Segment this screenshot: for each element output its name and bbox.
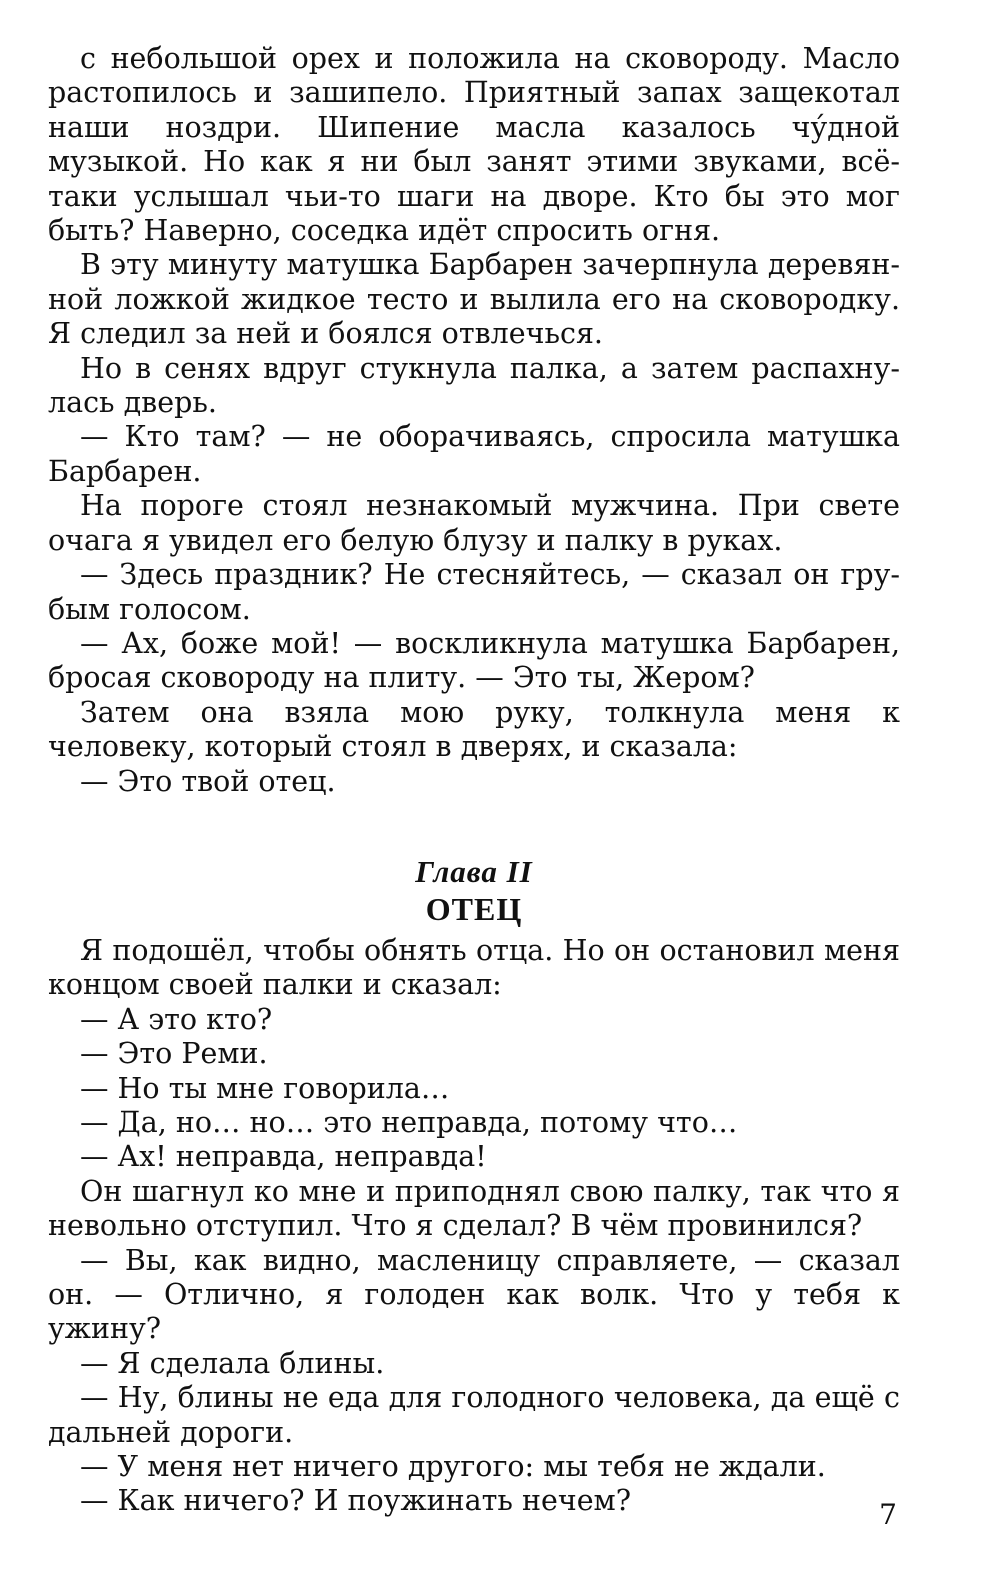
paragraph: Но в сенях вдруг стукнула палка, а затем распахнулась дверь. <box>48 351 900 420</box>
section-before-chapter <box>48 42 900 799</box>
dialogue-line: — Кто там? — не оборачиваясь, спросила матушка Барбарен. <box>48 420 900 488</box>
dialogue-line: — Я сделала блины. <box>80 1346 385 1380</box>
dialogue-line: — Ах! неправда, неправда! <box>80 1140 487 1174</box>
dialogue-line: — Как ничего? И поужинать нечем? <box>80 1484 632 1518</box>
chapter-title: ОТЕЦ <box>425 890 523 927</box>
section-after-chapter <box>48 934 900 1519</box>
paragraph: Он шагнул ко мне и приподнял свою палку, так что я невольно отступил. Что я сделал? В чём провинился? <box>48 1174 900 1243</box>
dialogue-line: — Ну, блины не еда для голодного человека, да ещё с дальней дороги. <box>48 1381 900 1449</box>
dialogue-line: — Это Реми. <box>80 1037 268 1071</box>
page-number: 7 <box>879 1498 897 1531</box>
dialogue-line: — Но ты мне говорила… <box>80 1071 450 1105</box>
dialogue-line: — Да, но… но… это неправда, потому что… <box>80 1105 738 1139</box>
dialogue-line: — А это кто? <box>80 1002 273 1036</box>
dialogue-line: — Вы, как видно, масленицу справляете, — сказал он. — Отлично, я голоден как волк. Что у тебя к ужину? <box>48 1243 900 1346</box>
paragraph: Затем она взяла мою руку, толкнула меня к человеку, который стоял в дверях, и сказала: <box>48 695 900 764</box>
paragraph: На пороге стоял незнакомый мужчина. При свете очага я увидел его белую блузу и палку в руках. <box>48 489 900 557</box>
paragraph: Я подошёл, чтобы обнять отца. Но он остановил меня концом своей палки и сказал: <box>48 933 900 1002</box>
book-page <box>48 42 900 1519</box>
paragraph: с небольшой орех и положила на сковороду. Масло растопилось и зашипело. Приятный запах защекотал наши ноздри. Шипение масла казалось чу́дной музыкой. Но как я ни был занят этими звуками, всё-таки услышал чьи-то шаги на дворе. Кто бы это мог быть? Наверно, соседка идёт спросить огня. <box>48 42 900 248</box>
dialogue-line: — Это твой отец. <box>80 764 336 798</box>
dialogue-line: — Ах, боже мой! — воскликнула матушка Барбарен, бросая сковороду на плиту. — Это ты, Жером? <box>48 626 900 695</box>
dialogue-line: — Здесь праздник? Не стесняйтесь, — сказал он грубым голосом. <box>48 558 900 626</box>
chapter-heading <box>48 854 900 928</box>
paragraph: В эту минуту матушка Барбарен зачерпнула деревянной ложкой жидкое тесто и вылила его на сковородку. Я следил за ней и боялся отвлечься. <box>48 248 900 351</box>
chapter-number: Глава II <box>415 853 533 889</box>
dialogue-line: — У меня нет ничего другого: мы тебя не ждали. <box>80 1450 826 1484</box>
